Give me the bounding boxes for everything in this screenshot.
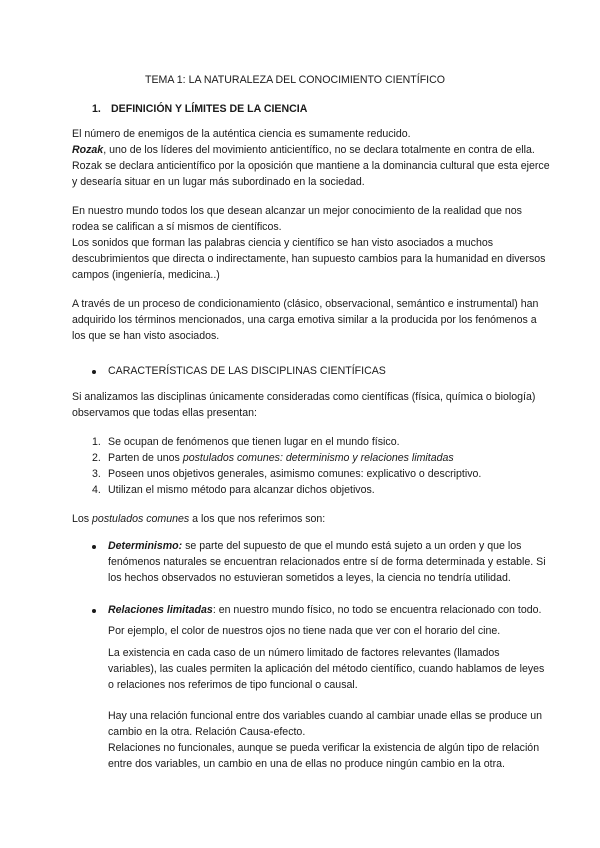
- list-item: Utilizan el mismo método para alcanzar dichos objetivos.: [108, 484, 375, 496]
- bullet-line: entre dos variables, un cambio en una de ellas no produce ningún cambio en la otra.: [108, 758, 505, 770]
- bullet-line: [108, 538, 521, 554]
- bullet-line: Hay una relación funcional entre dos variables cuando al cambiar unade ellas se produce un: [108, 710, 543, 722]
- bullet-term: Determinismo:: [108, 540, 183, 552]
- paragraph-line: [72, 511, 325, 527]
- bullet-line: fenómenos naturales se encuentran relacionados entre sí de forma determinada y estable. Si: [108, 556, 546, 568]
- bullet-icon: [92, 609, 96, 613]
- bullet-line: los hechos observados no estuvieran sometidos a leyes, la ciencia no tendría utilidad.: [108, 572, 511, 584]
- paragraph-line: [72, 142, 535, 158]
- section-heading: DEFINICIÓN Y LÍMITES DE LA CIENCIA: [111, 103, 308, 115]
- bullet-icon: [92, 545, 96, 549]
- paragraph-line: descubrimientos que directa o indirectamente, han supuesto cambios para la humanidad en diversos: [72, 253, 546, 265]
- paragraph-emphasis: postulados comunes: [92, 513, 190, 525]
- paragraph-text: a los que nos referimos son:: [189, 513, 326, 525]
- bullet-line: cambio en la otra. Relación Causa-efecto.: [108, 726, 306, 738]
- bullet-line: La existencia en cada caso de un número limitado de factores relevantes (llamados: [108, 647, 500, 659]
- paragraph-text: , uno de los líderes del movimiento anticientífico, no se declara totalmente en contra de ella.: [103, 144, 535, 156]
- list-number: 1.: [92, 436, 101, 448]
- list-item: [108, 450, 454, 466]
- document-title: TEMA 1: LA NATURALEZA DEL CONOCIMIENTO CIENTÍFICO: [145, 74, 446, 86]
- paragraph-line: observamos que todas ellas presentan:: [72, 407, 257, 419]
- list-item-text: Parten de unos: [108, 452, 183, 464]
- list-number: 4.: [92, 484, 101, 496]
- section-number: 1.: [92, 103, 101, 115]
- bullet-line: Relaciones no funcionales, aunque se pueda verificar la existencia de algún tipo de relación: [108, 742, 540, 754]
- paragraph-line: En nuestro mundo todos los que desean alcanzar un mejor conocimiento de la realidad que nos: [72, 205, 522, 217]
- paragraph-line: rodea se califican a sí mismos de científicos.: [72, 221, 282, 233]
- bullet-line: o relaciones nos referimos de tipo funcional o causal.: [108, 679, 358, 691]
- list-item: Poseen unos objetivos generales, asimismo comunes: explicativo o descriptivo.: [108, 468, 482, 480]
- list-number: 2.: [92, 452, 101, 464]
- paragraph-line: Rozak se declara anticientífico por la oposición que mantiene a la dominancia cultural que esta ejerce: [72, 160, 550, 172]
- bullet-text: se parte del supuesto de que el mundo está sujeto a un orden y que los: [182, 540, 522, 552]
- paragraph-line: Si analizamos las disciplinas únicamente consideradas como científicas (física, química o biología): [72, 391, 536, 403]
- bullet-line: Por ejemplo, el color de nuestros ojos no tiene nada que ver con el horario del cine.: [108, 625, 501, 637]
- paragraph-line: los que se han visto asociados.: [72, 330, 220, 342]
- bullet-term: Relaciones limitadas: [108, 604, 213, 616]
- paragraph-text: Los: [72, 513, 93, 525]
- paragraph-line: El número de enemigos de la auténtica ciencia es sumamente reducido.: [72, 128, 411, 140]
- bullet-icon: [92, 370, 96, 374]
- subsection-heading: CARACTERÍSTICAS DE LAS DISCIPLINAS CIENTÍFICAS: [108, 365, 386, 377]
- bullet-line: [108, 602, 541, 618]
- paragraph-line: Los sonidos que forman las palabras ciencia y científico se han visto asociados a muchos: [72, 237, 494, 249]
- author-name: Rozak: [72, 144, 104, 156]
- list-number: 3.: [92, 468, 101, 480]
- paragraph-line: A través de un proceso de condicionamiento (clásico, observacional, semántico e instrumental) han: [72, 298, 539, 310]
- paragraph-line: y desearía situar en un lugar más subordinado en la sociedad.: [72, 176, 365, 188]
- paragraph-line: campos (ingeniería, medicina..): [72, 269, 220, 281]
- list-item: Se ocupan de fenómenos que tienen lugar en el mundo físico.: [108, 436, 400, 448]
- paragraph-line: adquirido los términos mencionados, una carga emotiva similar a la producida por los fenómenos a: [72, 314, 537, 326]
- bullet-line: variables), las cuales permiten la aplicación del método científico, cuando hablamos de leyes: [108, 663, 545, 675]
- bullet-text: : en nuestro mundo físico, no todo se encuentra relacionado con todo.: [212, 604, 542, 616]
- list-item-emphasis: postulados comunes: determinismo y relaciones limitadas: [182, 452, 454, 464]
